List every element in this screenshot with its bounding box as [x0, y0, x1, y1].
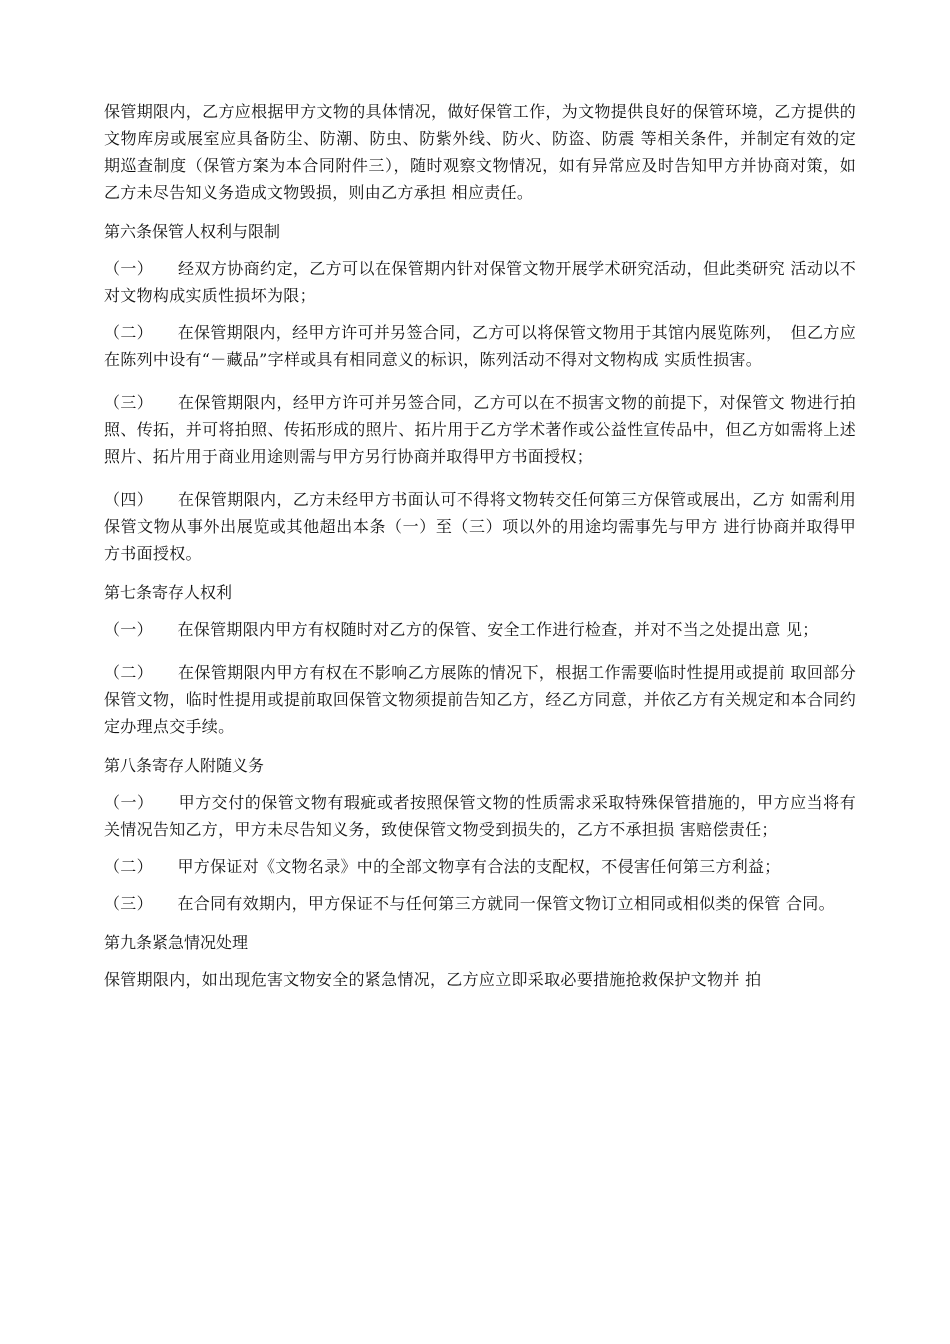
article-6-item-2: （二） 在保管期限内，经甲方许可并另签合同，乙方可以将保管文物用于其馆内展览陈列， 但乙方应在陈列中设有“－藏品”字样或具有相同意义的标识，陈列活动不得对文物构成 实质性损害。: [104, 323, 856, 369]
intro-paragraph: 保管期限内，乙方应根据甲方文物的具体情况，做好保管工作，为文物提供良好的保管环境，乙方提供的文物库房或展室应具备防尘、防潮、防虫、防紫外线、防火、防盗、防震 等相关条件，并制定有效的定期巡查制度（保管方案为本合同附件三），随时观察文物情况，如有异常应及时告知甲方并协商对策，如乙方未尽告知义务造成文物毁损，则由乙方承担 相应责任。: [104, 102, 856, 202]
article-7-heading: 第七条寄存人权利: [104, 583, 233, 602]
article-8-item-3: （三） 在合同有效期内，甲方保证不与任何第三方就同一保管文物订立相同或相似类的保管 合同。: [104, 894, 835, 913]
article-8-item-2: （二） 甲方保证对《文物名录》中的全部文物享有合法的支配权，不侵害任何第三方利益；: [104, 857, 781, 876]
article-7-item-2: （二） 在保管期限内甲方有权在不影响乙方展陈的情况下，根据工作需要临时性提用或提前 取回部分保管文物，临时性提用或提前取回保管文物须提前告知乙方，经乙方同意，并依乙方有关规定和本合同约定办理点交手续。: [104, 663, 856, 736]
article-9-paragraph: 保管期限内，如出现危害文物安全的紧急情况，乙方应立即采取必要措施抢救保护文物并 拍: [104, 970, 762, 989]
article-6-item-1: （一） 经双方协商约定，乙方可以在保管期内针对保管文物开展学术研究活动，但此类研究 活动以不对文物构成实质性损坏为限；: [104, 259, 856, 305]
article-6-heading: 第六条保管人权利与限制: [104, 222, 281, 241]
article-9-heading: 第九条紧急情况处理: [104, 933, 249, 952]
article-8-heading: 第八条寄存人附随义务: [104, 756, 265, 775]
article-6-item-4: （四） 在保管期限内，乙方未经甲方书面认可不得将文物转交任何第三方保管或展出，乙方 如需利用保管文物从事外出展览或其他超出本条（一）至（三）项以外的用途均需事先与甲方 进行协商并取得甲方书面授权。: [104, 490, 856, 563]
article-6-item-3: （三） 在保管期限内，经甲方许可并另签合同，乙方可以在不损害文物的前提下，对保管文 物进行拍照、传拓，并可将拍照、传拓形成的照片、拓片用于乙方学术著作或公益性宣传品中，但乙方如需将上述照片、拓片用于商业用途则需与甲方另行协商并取得甲方书面授权；: [104, 393, 856, 466]
article-8-item-1: （一） 甲方交付的保管文物有瑕疵或者按照保管文物的性质需求采取特殊保管措施的，甲方应当将有关情况告知乙方，甲方未尽告知义务，致使保管文物受到损失的，乙方不承担损 害赔偿责任；: [104, 793, 856, 839]
document-page: [104, 98, 856, 993]
article-7-item-1: （一） 在保管期限内甲方有权随时对乙方的保管、安全工作进行检查，并对不当之处提出意 见；: [104, 620, 819, 639]
